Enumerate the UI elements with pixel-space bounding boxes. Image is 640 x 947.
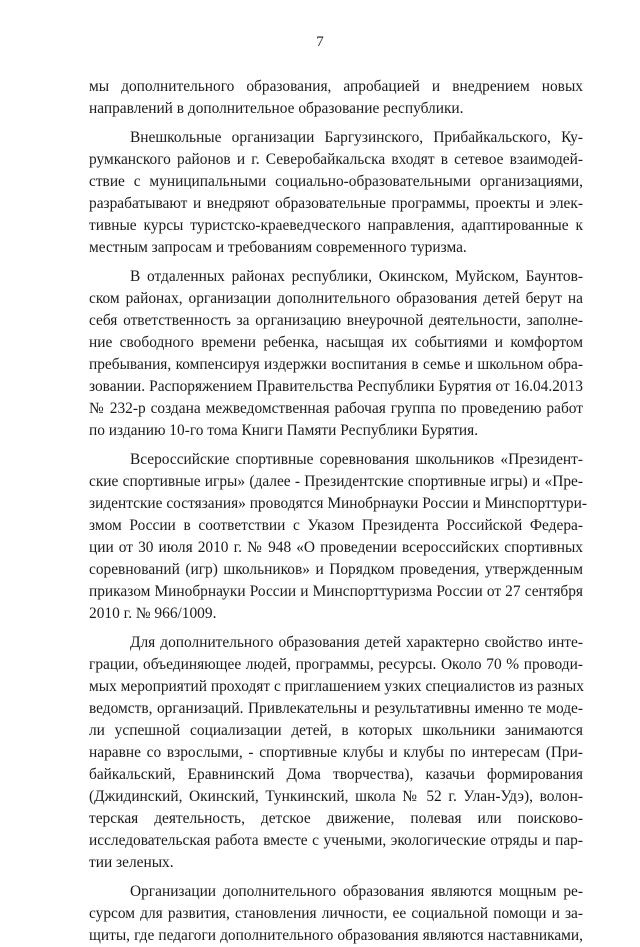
text-line: по изданию 10-го тома Книги Памяти Республики Бурятия. — [89, 422, 479, 439]
text-line: мы дополнительного образования, апробацией и внедрением новых — [89, 78, 583, 95]
text-line: Всероссийские спортивные соревнования школьников «Президент- — [130, 451, 583, 468]
text-line: тивные курсы туристско-краеведческого направления, адаптированные к — [89, 217, 583, 234]
text-line: терская деятельность, детское движение, полевая или поисково- — [89, 810, 583, 827]
text-line: ведомств, организаций. Привлекательны и результативны именно те моде- — [89, 700, 583, 717]
text-line: зидентские состязания» проводятся Минобрнауки России и Минспорттури- — [89, 495, 587, 512]
body-text — [89, 76, 587, 947]
text-line: румканского районов и г. Северобайкальска входят в сетевое взаимодей- — [89, 151, 583, 168]
text-line: разрабатывают и внедряют образовательные программы, проекты и элек- — [89, 195, 583, 212]
paragraph — [89, 632, 583, 874]
text-line: ском районах, организации дополнительного образования детей берут на — [89, 290, 583, 307]
text-line: мых мероприятий проходят с приглашением узких специалистов из разных — [89, 678, 584, 695]
text-line: грации, объединяющее людей, программы, ресурсы. Около 70 % проводи- — [89, 656, 583, 673]
text-line: змом России в соответствии с Указом Президента Российской Федера- — [89, 517, 583, 534]
page-number: 7 — [316, 34, 324, 50]
text-line: № 232-р создана межведомственная рабочая группа по проведению работ — [89, 400, 583, 417]
text-line: (Джидинский, Окинский, Тункинский, школа № 52 г. Улан-Удэ), волон- — [89, 788, 583, 805]
paragraph — [89, 449, 587, 625]
paragraph-gap — [89, 874, 583, 881]
paragraph — [89, 881, 583, 947]
text-line: ские спортивные игры» (далее - Президентские спортивные игры) и «Пре- — [89, 473, 583, 490]
paragraph-gap — [89, 120, 583, 127]
text-line: Организации дополнительного образования являются мощным ре- — [130, 883, 583, 900]
paragraph-gap — [89, 259, 583, 266]
text-line: сурсом для развития, становления личности, ее социальной помощи и за- — [89, 905, 583, 922]
text-line: байкальский, Еравнинский Дома творчества), казачьи формирования — [89, 766, 583, 783]
paragraph — [89, 76, 583, 120]
paragraph-gap — [89, 442, 583, 449]
text-line: ние свободного времени ребенка, насыщая их событиями и комфортом — [89, 334, 583, 351]
text-line: Внешкольные организации Баргузинского, Прибайкальского, Ку- — [130, 129, 583, 146]
text-line: себя ответственность за организацию внеурочной деятельности, заполне- — [89, 312, 583, 329]
text-line: щиты, где педагоги дополнительного образования являются наставниками, — [89, 927, 583, 944]
text-line: ции от 30 июля 2010 г. № 948 «О проведении всероссийских спортивных — [89, 539, 583, 556]
text-line: В отдаленных районах республики, Окинском, Муйском, Баунтов- — [130, 268, 583, 285]
text-line: тии зеленых. — [89, 854, 174, 871]
text-line: наравне со взрослыми, - спортивные клубы и клубы по интересам (При- — [89, 744, 583, 761]
text-line: направлений в дополнительное образование республики. — [89, 100, 464, 117]
paragraph — [89, 266, 583, 442]
text-line: приказом Минобрнауки России и Минспорттуризма России от 27 сентября — [89, 583, 583, 600]
text-line: ствие с муниципальными социально-образовательными организациями, — [89, 173, 583, 190]
text-line: ли успешной социализации детей, в которых школьники занимаются — [89, 722, 583, 739]
paragraph — [89, 127, 583, 259]
text-line: соревнований (игр) школьников» и Порядком проведения, утвержденным — [89, 561, 583, 578]
text-line: пребывания, компенсируя издержки воспитания в семье и школьном обра- — [89, 356, 583, 373]
text-line: исследовательская работа вместе с учеными, экологические отряды и пар- — [89, 832, 583, 849]
text-line: Для дополнительного образования детей характерно свойство инте- — [130, 634, 583, 651]
text-line: местным запросам и требованиям современного туризма. — [89, 239, 467, 256]
text-line: 2010 г. № 966/1009. — [89, 605, 217, 622]
text-line: зовании. Распоряжением Правительства Республики Бурятия от 16.04.2013 — [89, 378, 583, 395]
paragraph-gap — [89, 625, 583, 632]
